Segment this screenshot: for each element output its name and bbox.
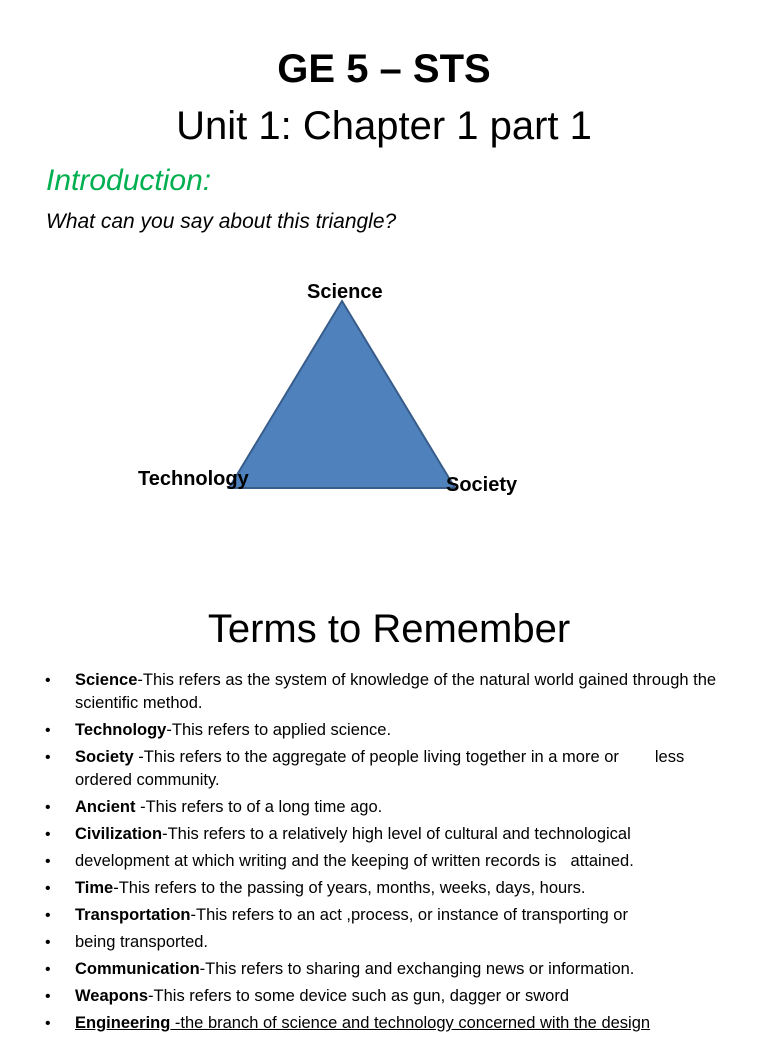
list-item bbox=[0, 931, 768, 954]
list-item bbox=[0, 796, 768, 819]
term-name: Transportation bbox=[75, 906, 191, 924]
page-title: GE 5 – STS bbox=[277, 47, 491, 91]
term-definition: -This refers to a relatively high level of cultural and technological bbox=[162, 825, 631, 843]
bullet: • bbox=[45, 722, 51, 739]
bullet: • bbox=[45, 934, 51, 951]
term-name: Civilization bbox=[75, 825, 163, 843]
term-definition-tail: attained. bbox=[570, 852, 634, 870]
sts-triangle-diagram bbox=[0, 270, 768, 510]
term-definition: being transported. bbox=[75, 933, 209, 951]
bullet: • bbox=[45, 880, 51, 897]
list-item bbox=[0, 958, 768, 981]
term-name: Communication bbox=[75, 960, 200, 978]
triangle-label-science: Science bbox=[307, 281, 383, 303]
term-definition: -This refers to some device such as gun, dagger or sword bbox=[148, 987, 569, 1005]
list-item bbox=[0, 719, 768, 742]
term-definition: development at which writing and the keeping of written records is bbox=[75, 852, 557, 870]
term-definition: -This refers to an act ,process, or instance of transporting or bbox=[190, 906, 628, 924]
terms-list bbox=[0, 669, 768, 1039]
term-name: Society bbox=[75, 748, 134, 766]
bullet: • bbox=[45, 826, 51, 843]
triangle-label-technology: Technology bbox=[138, 468, 249, 490]
term-name: Engineering bbox=[75, 1014, 171, 1032]
terms-heading: Terms to Remember bbox=[207, 607, 571, 651]
list-item bbox=[0, 850, 768, 873]
term-definition-tail: less bbox=[654, 748, 685, 766]
triangle-shape bbox=[229, 301, 455, 488]
list-item bbox=[0, 985, 768, 1008]
term-definition: -This refers to the aggregate of people living together in a more or bbox=[133, 748, 619, 766]
bullet: • bbox=[45, 961, 51, 978]
term-definition: -This refers as the system of knowledge of the natural world gained through the scientific method. bbox=[75, 671, 717, 712]
term-definition: -This refers to of a long time ago. bbox=[135, 798, 383, 816]
term-name: Science bbox=[75, 671, 138, 689]
term-name: Technology bbox=[75, 721, 167, 739]
intro-question: What can you say about this triangle? bbox=[46, 210, 397, 233]
bullet: • bbox=[45, 988, 51, 1005]
bullet: • bbox=[45, 749, 51, 766]
triangle-label-society: Society bbox=[446, 474, 518, 496]
bullet: • bbox=[45, 1015, 51, 1032]
term-definition-continued: ordered community. bbox=[75, 771, 220, 789]
bullet: • bbox=[45, 907, 51, 924]
term-name: Ancient bbox=[75, 798, 136, 816]
term-definition: -the branch of science and technology concerned with the design bbox=[170, 1014, 651, 1032]
bullet: • bbox=[45, 853, 51, 870]
intro-heading: Introduction: bbox=[46, 164, 212, 197]
page-subtitle: Unit 1: Chapter 1 part 1 bbox=[176, 104, 592, 148]
term-definition: -This refers to the passing of years, months, weeks, days, hours. bbox=[113, 879, 586, 897]
list-item bbox=[0, 877, 768, 900]
list-item bbox=[0, 823, 768, 846]
term-name: Time bbox=[75, 879, 114, 897]
term-name: Weapons bbox=[75, 987, 149, 1005]
term-definition: -This refers to applied science. bbox=[166, 721, 392, 739]
bullet: • bbox=[45, 672, 51, 689]
list-item bbox=[0, 904, 768, 927]
list-item bbox=[0, 746, 768, 792]
bullet: • bbox=[45, 799, 51, 816]
list-item bbox=[0, 669, 768, 715]
term-definition: -This refers to sharing and exchanging news or information. bbox=[199, 960, 635, 978]
